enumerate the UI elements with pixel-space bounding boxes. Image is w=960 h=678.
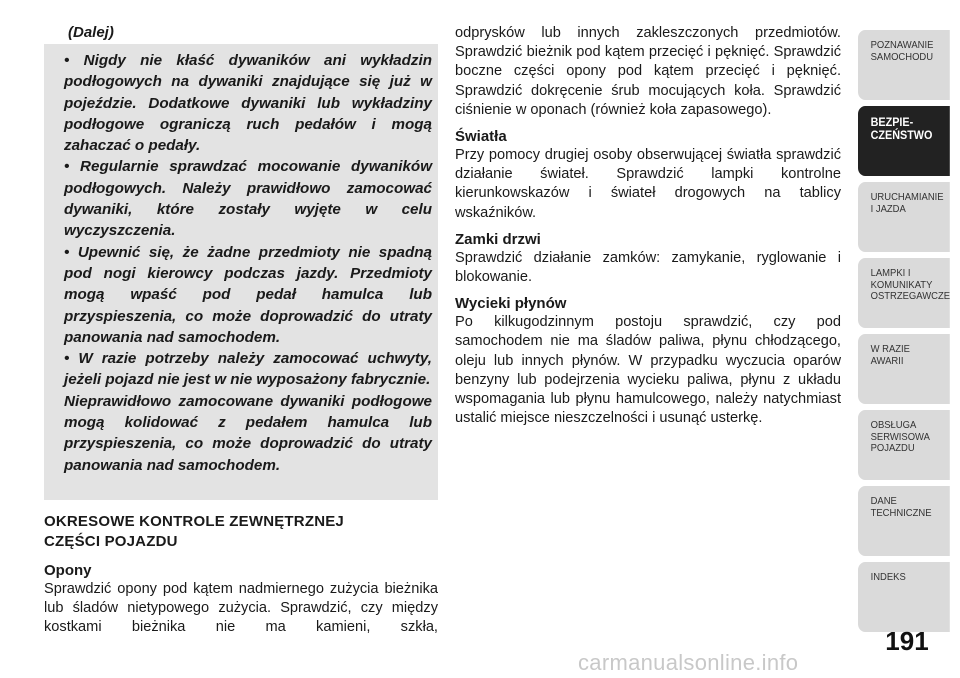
section-title-line-2: CZĘŚCI POJAZDU (44, 533, 178, 550)
warning-bullet-1: • Nigdy nie kłaść dywaników ani wykładzin podłogowych na dywaniki znajdujące się już w pojeździe. Dodatkowe dywaniki lub wykładziny podłogowe ograniczą ruch pedałów i mogą zahaczać o pedały. (64, 50, 432, 156)
continued-label: (Dalej) (68, 24, 114, 41)
chapter-sidebar (858, 0, 960, 678)
tab-dane-techniczne[interactable]: DANE TECHNICZNE (858, 486, 950, 556)
warning-box (44, 44, 438, 500)
warning-closing: Nieprawidłowo zamocowane dywaniki podłogowe mogą kolidować z pedałem hamulca lub przyspieszenia, co może doprowadzić do utraty panowania nad samochodem. (64, 392, 432, 474)
warning-bullet-3: • Upewnić się, że żadne przedmioty nie spadną pod nogi kierowcy podczas jazdy. Przedmioty mogą wpaść pod pedał hamulca lub przyspieszenia, co może doprowadzić do utraty panowania nad samochodem. (64, 242, 432, 348)
warning-bullet-4: • W razie potrzeby należy zamocować uchwyty, jeżeli pojazd nie jest w nie wyposażony fabrycznie. (64, 348, 432, 391)
locks-text: Sprawdzić działanie zamków: zamykanie, ryglowanie i blokowanie. (455, 249, 841, 286)
tab-bezpieczenstwo[interactable]: BEZPIE- CZEŃSTWO (858, 106, 950, 176)
tires-text-right: odprysków lub innych zakleszczonych przedmiotów. Sprawdzić bieżnik pod kątem przecięć i pęknięć. Sprawdzić boczne części opony pod kątem przecięć i pęknięć. Sprawdzić dokręcenie śrub mocujących koła. Sprawdzić ciśnienie w oponach (również koła zapasowego). (455, 25, 841, 118)
tires-text-left: Sprawdzić opony pod kątem nadmiernego zużycia bieżnika lub śladów nietypowego zużycia. Sprawdzić, czy między kostkami bieżnika nie ma kamieni, szkła, (44, 581, 438, 636)
right-column (455, 24, 841, 428)
lights-text: Przy pomocy drugiej osoby obserwującej światła sprawdzić działanie świateł. Sprawdzić lampki kontrolne kierunkowskazów i świateł drogowych na tablicy wskaźników. (455, 147, 841, 221)
tab-indeks[interactable]: INDEKS (858, 562, 950, 632)
left-column (44, 512, 438, 638)
tab-lampki-i-komunikaty[interactable]: LAMPKI I KOMUNIKATY OSTRZEGAWCZE (858, 258, 950, 328)
page-number: 191 (885, 626, 929, 656)
leaks-heading: Wycieki płynów (455, 295, 567, 313)
lights-heading: Światła (455, 128, 507, 146)
leaks-text: Po kilkugodzinnym postoju sprawdzić, czy pod samochodem nie ma śladów paliwa, płynu chłodzącego, oleju lub innych płynów. W przypadku wyczucia oparów benzyny lub podejrzenia wycieku paliwa, płynu z układu wspomagania lub płynu hamulcowego, należy natychmiast ustalić miejsce nieszczelności i usunąć usterkę. (455, 314, 841, 427)
tab-poznawanie-samochodu[interactable]: POZNAWANIE SAMOCHODU (858, 30, 950, 100)
watermark: carmanualsonline.info (578, 650, 799, 675)
tires-heading: Opony (44, 562, 92, 579)
locks-heading: Zamki drzwi (455, 230, 541, 248)
tab-w-razie-awarii[interactable]: W RAZIE AWARII (858, 334, 950, 404)
warning-bullet-2: • Regularnie sprawdzać mocowanie dywaników podłogowych. Należy prawidłowo zamocować dywaniki, które zostały wyjęte w celu wyczyszczenia. (64, 156, 432, 241)
tab-uruchamianie-i-jazda[interactable]: URUCHAMIANIE I JAZDA (858, 182, 950, 252)
section-title-line-1: OKRESOWE KONTROLE ZEWNĘTRZNEJ (44, 513, 344, 530)
tab-obsluga-serwisowa[interactable]: OBSŁUGA SERWISOWA POJAZDU (858, 410, 950, 480)
section-title (44, 512, 438, 552)
